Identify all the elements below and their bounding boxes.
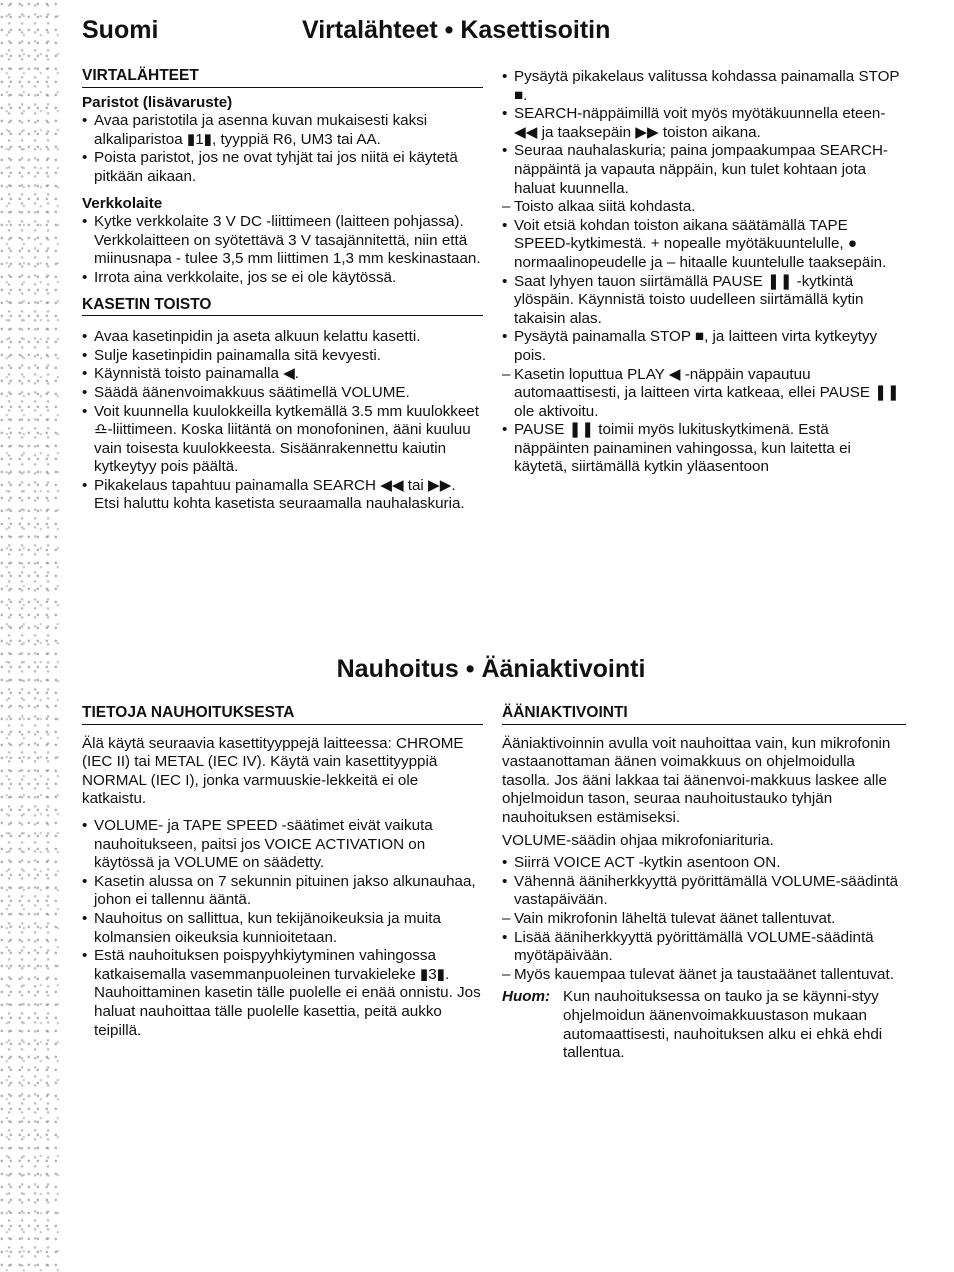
section-heading-kasetin-toisto: KASETIN TOISTO [82, 296, 483, 317]
list-verkkolaite [82, 213, 483, 287]
list-item: • Sulje kasetinpidin painamalla sitä kevyesti. [82, 347, 483, 366]
subheading-paristot: Paristot (lisävaruste) [82, 93, 233, 111]
intro-paragraph: Älä käytä seuraavia kasettityyppejä laitteessa: CHROME (IEC II) tai METAL (IEC IV). Käytä vain kasettityyppiä NORMAL (IEC I), jonka varmuuskie-lekkeitä ei ole katkaistu. [82, 734, 464, 808]
note-block [502, 988, 906, 1062]
list-item: • Lisää ääniherkkyyttä pyörittämällä VOLUME-säädintä myötäpäivään. [502, 929, 906, 966]
note-label: Huom: [502, 988, 551, 1006]
list-item: • Avaa paristotila ja asenna kuvan mukaisesti kaksi alkaliparistoa ▮1▮, tyyppiä R6, UM3 tai AA. [82, 112, 483, 149]
list-item: • Seuraa nauhalaskuria; paina jompaakumpaa SEARCH-näppäintä ja vapauta näppäin, kun tulet kohtaan jota haluat kuunnella. [502, 142, 906, 198]
list-item: • PAUSE ❚❚ toimii myös lukituskytkimenä. Estä näppäinten painaminen vahingossa, kun laitetta ei käytetä, siirtämällä kytkin yläasentoon [502, 421, 906, 477]
right-top-column [502, 68, 906, 477]
scan-noise [0, 0, 60, 1272]
list-item: • Vähennä ääniherkkyyttä pyörittämällä VOLUME-säädintä vastapäivään. [502, 873, 906, 910]
list-nauhoitus [82, 817, 483, 1040]
list-item: • Pysäytä painamalla STOP ■, ja laitteen virta kytkeytyy pois. [502, 328, 906, 365]
list-item: • Saat lyhyen tauon siirtämällä PAUSE ❚❚ -kytkintä ylöspäin. Käynnistä toisto uudelleen siirtämällä kytin takaisin alas. [502, 273, 906, 329]
list-item: • Kasetin alussa on 7 sekunnin pituinen jakso alkunauhaa, johon ei tallennu ääntä. [82, 873, 483, 910]
section-heading-aaniaktivointi: ÄÄNIAKTIVOINTI [502, 704, 906, 725]
intro-paragraph: Ääniaktivoinnin avulla voit nauhoittaa vain, kun mikrofonin vastaanottaman äänen voimakkuus on ohjelmoidulla tasolla. Jos ääni lakkaa tai äänenvoi-makkuus laskee alle ohjelmoidun tason, seuraa nauhoitustauko tyhjän nauhoituksen estämiseksi. [502, 734, 891, 826]
list-item: • Käynnistä toisto painamalla ◀. [82, 365, 483, 384]
list-item: • Voit kuunnella kuulokkeilla kytkemällä 3.5 mm kuulokkeet ♎-liittimeen. Koska liitäntä on monofoninen, ääni kuuluu vain toisesta kuulokkeesta. Sisäänrakennettu kaiutin kytkeytyy pois päältä. [82, 403, 483, 477]
list-item: – Myös kauempaa tulevat äänet ja taustaäänet tallentuvat. [502, 966, 906, 985]
list-item: • Pysäytä pikakelaus valitussa kohdassa painamalla STOP ■. [502, 68, 906, 105]
language-label: Suomi [82, 16, 159, 44]
list-item: • Poista paristot, jos ne ovat tyhjät tai jos niitä ei käytetä pitkään aikaan. [82, 149, 483, 186]
list-paristot [82, 112, 483, 186]
right-bottom-column [502, 704, 906, 1063]
left-top-column [82, 67, 483, 514]
list-item: • Säädä äänenvoimakkuus säätimellä VOLUME. [82, 384, 483, 403]
list-toisto-continued [502, 68, 906, 477]
left-bottom-column [82, 704, 483, 1040]
list-item: • Avaa kasetinpidin ja aseta alkuun kelattu kasetti. [82, 328, 483, 347]
list-item: • VOLUME- ja TAPE SPEED -säätimet eivät vaikuta nauhoitukseen, paitsi jos VOICE ACTIVATION on käytössä ja VOLUME on säädetty. [82, 817, 483, 873]
list-aaniaktivointi [502, 854, 906, 984]
list-item: • SEARCH-näppäimillä voit myös myötäkuunnella eteen- ◀◀ ja taaksepäin ▶▶ toiston aikana. [502, 105, 906, 142]
list-item: – Vain mikrofonin läheltä tulevat äänet tallentuvat. [502, 910, 906, 929]
list-kasetin-toisto [82, 328, 483, 514]
note-text: Kun nauhoituksessa on tauko ja se käynni-styy ohjelmoidun äänenvoimakkuustason mukaan automaattisesti, nauhoituksen alku ei ehkä ehdi tallentua. [563, 988, 883, 1062]
page-title: Virtalähteet • Kasettisoitin [302, 16, 611, 44]
section-heading-virtalahteet: VIRTALÄHTEET [82, 67, 483, 88]
subheading-verkkolaite: Verkkolaite [82, 194, 163, 212]
section-title-nauhoitus: Nauhoitus • Ääniaktivointi [336, 655, 646, 683]
section-heading-tietoja-nauhoituksesta: TIETOJA NAUHOITUKSESTA [82, 704, 483, 725]
list-item: • Irrota aina verkkolaite, jos se ei ole käytössä. [82, 269, 483, 288]
list-item: • Siirrä VOICE ACT -kytkin asentoon ON. [502, 854, 906, 873]
list-item: • Voit etsiä kohdan toiston aikana säätämällä TAPE SPEED-kytkimestä. + nopealle myötäkuuntelulle, ● normaalinopeudelle ja – hitaalle kuuntelulle taaksepäin. [502, 217, 906, 273]
list-item: • Estä nauhoituksen poispyyhkiytyminen vahingossa katkaisemalla vasemmanpuoleinen turvakieleke ▮3▮. Nauhoittaminen kasetin tälle puolelle ei enää onnistu. Jos haluat nauhoittaa tälle puolelle kasettia, peitä aukko teipillä. [82, 947, 483, 1040]
list-item: – Toisto alkaa siitä kohdasta. [502, 198, 906, 217]
list-item: • Kytke verkkolaite 3 V DC -liittimeen (laitteen pohjassa). Verkkolaitteen on syötettävä 3 V tasajännitettä, niin että miinusnapa - tulee 3,5 mm liittimen 1,3 mm keskinastaan. [82, 213, 483, 269]
list-item: • Pikakelaus tapahtuu painamalla SEARCH ◀◀ tai ▶▶. Etsi haluttu kohta kasetista seuraamalla nauhalaskuria. [82, 477, 483, 514]
list-item: – Kasetin loputtua PLAY ◀ -näppäin vapautuu automaattisesti, ja laitteen virta katkeaa, ellei PAUSE ❚❚ ole aktivoitu. [502, 366, 906, 422]
volume-note: VOLUME-säädin ohjaa mikrofoniarituria. [502, 831, 774, 849]
list-item: • Nauhoitus on sallittua, kun tekijänoikeuksia ja muita kolmansien oikeuksia kunnioitetaan. [82, 910, 483, 947]
